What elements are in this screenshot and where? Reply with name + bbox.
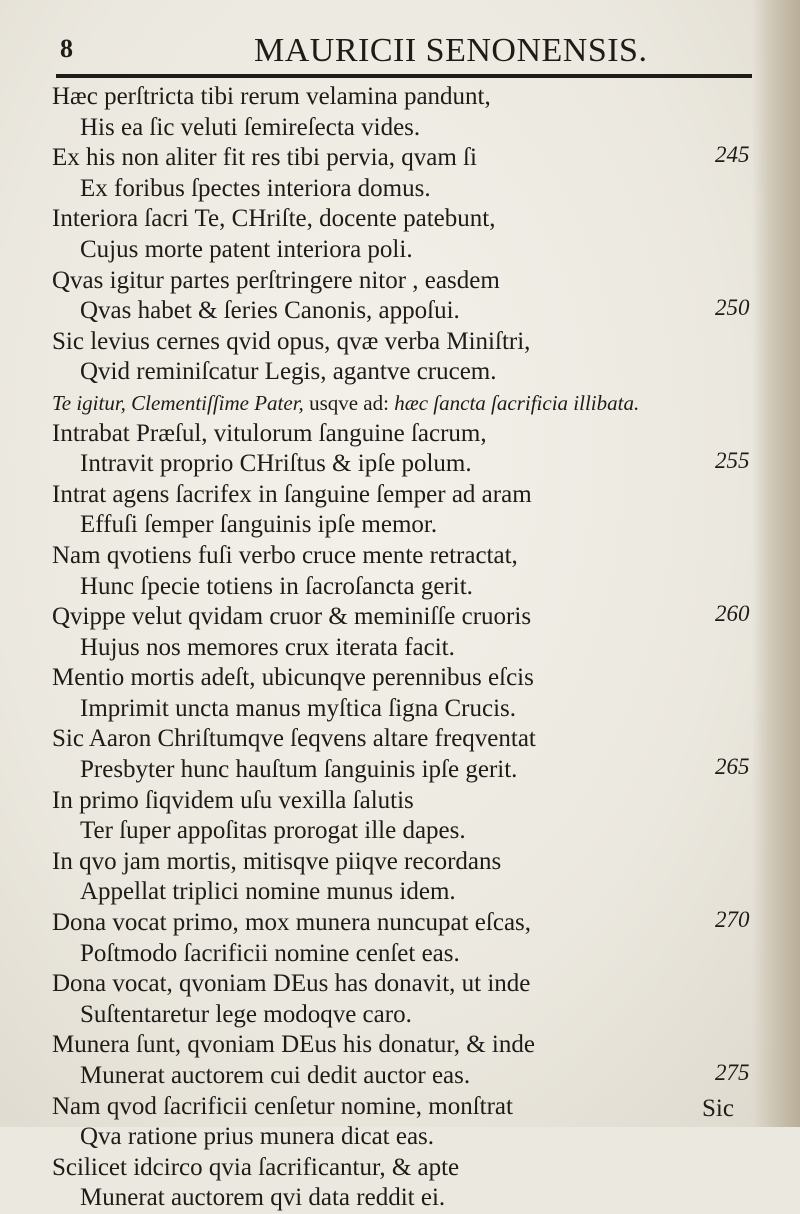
margin-number-255: 255 [715,448,750,473]
verse-line: Poſtmodo ſacrificii nomine cenſet eas. [80,939,460,967]
verse-line: Ex his non aliter fit res tibi pervia, qvam ſi [52,144,477,172]
page-edge-shadow [752,0,800,1127]
verse-line: In primo ſiqvidem uſu vexilla ſalutis [52,786,414,814]
canon-reference-line [52,388,702,419]
margin-number-245: 245 [715,142,750,167]
verse-line: Imprimit uncta manus myſtica ſigna Crucis. [80,694,517,722]
catchword: Sic [702,1095,734,1122]
verse-line: Nam qvod ſacrificii cenſetur nomine, monſtrat [52,1092,513,1120]
verse-line: Qvid reminiſcatur Legis, agantve crucem. [80,358,497,386]
verse-line: Munera ſunt, qvoniam DEus his donatur, & inde [52,1031,535,1059]
verse-line: Intravit proprio CHriſtus & ipſe polum. [80,450,472,478]
margin-number-265: 265 [715,754,750,779]
verse-line: Munerat auctorem qvi data reddit ei. [80,1184,446,1212]
verse-line: Presbyter hunc hauſtum ſanguinis ipſe gerit. [80,756,518,784]
verse-line: Sic Aaron Chriſtumqve ſeqvens altare freqventat [52,725,536,753]
verse-line: In qvo jam mortis, mitisqve piiqve recordans [52,847,502,875]
verse-line: Effuſi ſemper ſanguinis ipſe memor. [80,511,438,539]
verse-line: Qvas igitur partes perſtringere nitor , easdem [52,266,500,294]
page-header [60,28,750,76]
poem-text [52,82,702,1214]
verse-line: Mentio mortis adeſt, ubicunqve perennibus eſcis [52,664,534,692]
margin-number-270: 270 [715,907,750,932]
verse-line: Cujus morte patent interiora poli. [80,235,413,263]
verse-line: Scilicet idcirco qvia ſacrificantur, & apte [52,1153,460,1181]
page-number: 8 [60,34,73,63]
margin-number-250: 250 [715,295,750,320]
margin-number-275: 275 [715,1060,750,1085]
running-head: MAURICII SENONENSIS. [254,32,648,69]
verse-line: Ex foribus ſpectes interiora domus. [80,174,431,202]
verse-line: Hunc ſpecie totiens in ſacroſancta gerit. [80,572,473,600]
verse-line: Qva ratione prius munera dicat eas. [80,1123,435,1151]
verse-line: His ea ſic veluti ſemireſecta vides. [80,113,421,141]
verse-line: Intrat agens ſacrifex in ſanguine ſemper ad aram [52,480,532,508]
verse-line: Qvippe velut qvidam cruor & meminiſſe cruoris [52,603,532,631]
verse-line: Intrabat Præſul, vitulorum ſanguine ſacrum, [52,419,487,447]
verse-line: Dona vocat primo, mox munera nuncupat eſcas, [52,909,532,937]
verse-line: Hujus nos memores crux iterata facit. [80,633,455,661]
canon-explicit: hæc ſancta ſacrificia illibata. [394,390,640,415]
canon-connector: usqve ad: [303,390,395,415]
canon-incipit: Te igitur, Clementiſſime Pater, [52,390,304,415]
verse-line: Sic levius cernes qvid opus, qvæ verba Miniſtri, [52,327,531,355]
verse-line: Nam qvotiens fuſi verbo cruce mente retractat, [52,541,518,569]
margin-number-260: 260 [715,601,750,626]
verse-line: Hæc perſtricta tibi rerum velamina pandunt, [52,83,491,110]
verse-line: Qvas habet & ſeries Canonis, appoſui. [80,297,460,325]
verse-line: Dona vocat, qvoniam DEus has donavit, ut inde [52,970,531,998]
verse-line: Appellat triplici nomine munus idem. [80,878,456,906]
verse-line: Suſtentaretur lege modoqve caro. [80,1000,412,1028]
verse-line: Ter ſuper appoſitas prorogat ille dapes. [80,817,466,845]
header-rule [56,74,752,78]
verse-line: Munerat auctorem cui dedit auctor eas. [80,1062,471,1089]
verse-line: Interiora ſacri Te, CHriſte, docente patebunt, [52,205,496,233]
